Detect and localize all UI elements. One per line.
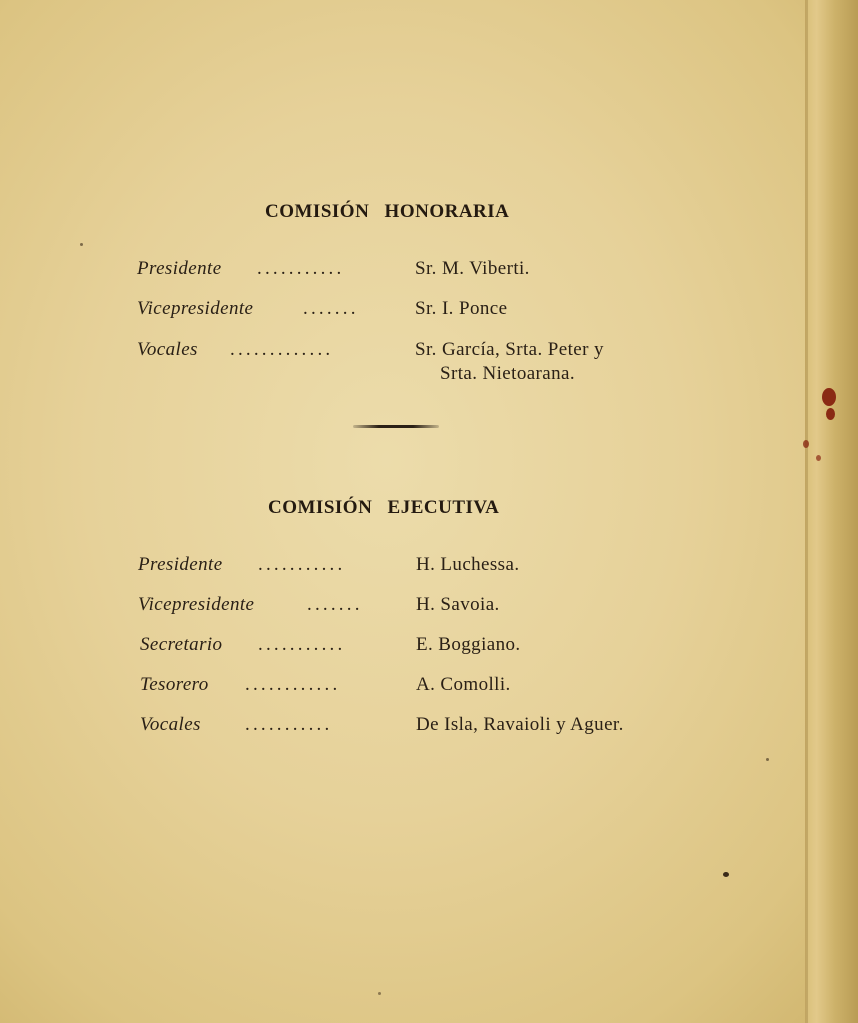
member-role: Presidente <box>138 554 223 575</box>
leader-dots: ........... <box>245 714 333 735</box>
leader-dots: ............ <box>245 674 341 695</box>
member-row <box>0 258 858 284</box>
member-row <box>0 298 858 324</box>
member-role: Presidente <box>137 258 222 279</box>
leader-dots: ....... <box>307 594 363 615</box>
member-name: E. Boggiano. <box>416 634 521 655</box>
member-role: Vicepresidente <box>138 594 255 615</box>
leader-dots: ........... <box>257 258 345 279</box>
member-row <box>0 339 858 365</box>
member-role: Vocales <box>137 339 198 360</box>
member-name: De Isla, Ravaioli y Aguer. <box>416 714 624 735</box>
section-divider <box>353 425 439 428</box>
member-name: Sr. I. Ponce <box>415 298 508 319</box>
leader-dots: ....... <box>303 298 359 319</box>
member-name-continuation: Srta. Nietoarana. <box>440 363 575 384</box>
member-row <box>0 554 858 580</box>
member-role: Vicepresidente <box>137 298 254 319</box>
member-row <box>0 594 858 620</box>
member-role: Secretario <box>140 634 223 655</box>
leader-dots: ........... <box>258 554 346 575</box>
member-name: H. Luchessa. <box>416 554 520 575</box>
member-name: H. Savoia. <box>416 594 500 615</box>
member-role: Vocales <box>140 714 201 735</box>
member-role: Tesorero <box>140 674 209 695</box>
leader-dots: ............. <box>230 339 334 360</box>
section-title-ejecutiva: COMISIÓN EJECUTIVA <box>268 497 500 518</box>
member-name: A. Comolli. <box>416 674 511 695</box>
section-title-honoraria: COMISIÓN HONORARIA <box>265 201 510 222</box>
member-row <box>0 674 858 700</box>
member-row <box>0 634 858 660</box>
member-name: Sr. García, Srta. Peter y <box>415 339 604 360</box>
member-name: Sr. M. Viberti. <box>415 258 530 279</box>
leader-dots: ........... <box>258 634 346 655</box>
member-row <box>0 714 858 740</box>
